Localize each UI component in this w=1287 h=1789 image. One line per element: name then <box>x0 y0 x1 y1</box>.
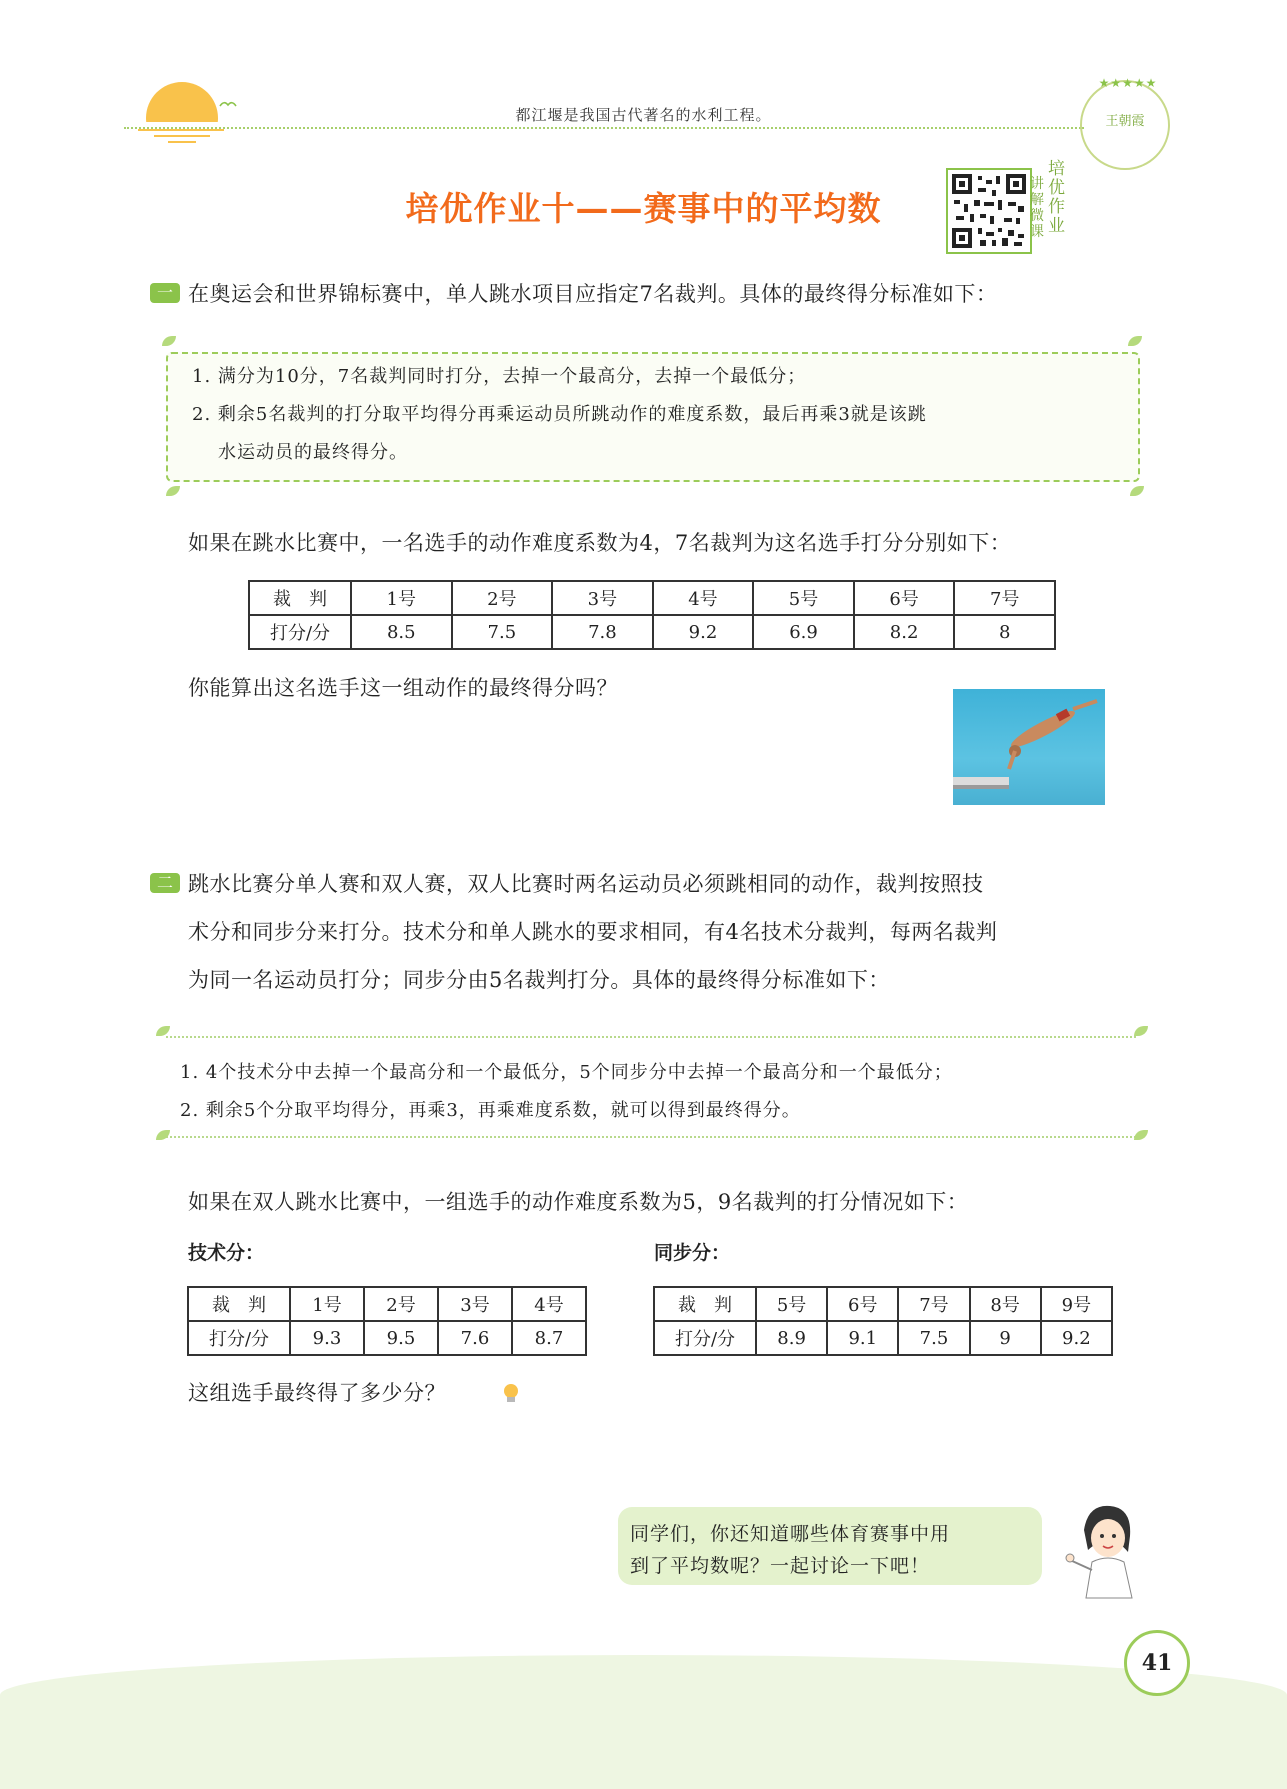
water-lines-decoration <box>124 126 244 146</box>
leaf-icon <box>156 1026 170 1036</box>
table-cell: 7号 <box>954 581 1055 615</box>
leaf-icon <box>1134 1130 1148 1140</box>
vine-border-bottom <box>166 1136 1136 1138</box>
rule-2: 2. 剩余5名裁判的打分取平均得分再乘运动员所跳动作的难度系数，最后再乘3就是该跳 <box>192 404 927 425</box>
section-badge-1: 一 <box>150 283 180 303</box>
table-cell: 7号 <box>898 1287 969 1321</box>
diver-photo <box>953 689 1105 805</box>
table-row <box>188 1321 586 1355</box>
table-row <box>188 1287 586 1321</box>
teacher-character-illustration <box>1062 1500 1148 1600</box>
table-cell: 裁 判 <box>188 1287 290 1321</box>
qr-code-icon[interactable] <box>946 168 1032 254</box>
table-cell: 9 <box>970 1321 1041 1355</box>
table-cell: 9.3 <box>290 1321 364 1355</box>
table-cell: 6.9 <box>753 615 854 649</box>
table-cell: 5号 <box>753 581 854 615</box>
table-cell: 9.1 <box>827 1321 898 1355</box>
table-cell: 8号 <box>970 1287 1041 1321</box>
table-cell: 8.7 <box>512 1321 586 1355</box>
table-cell: 3号 <box>552 581 653 615</box>
table-cell: 9号 <box>1041 1287 1112 1321</box>
leaf-icon <box>1128 336 1142 346</box>
publisher-logo-text: 王朝霞 <box>1105 114 1145 129</box>
table-cell: 7.8 <box>552 615 653 649</box>
tech-score-label: 技术分： <box>188 1242 265 1264</box>
section2-rule-2: 2. 剩余5个分取平均得分，再乘3，再乘难度系数，就可以得到最终得分。 <box>180 1100 801 1121</box>
leaf-icon <box>1130 486 1144 496</box>
table-cell: 打分/分 <box>249 615 351 649</box>
speech-bubble-line-2: 到了平均数呢？一起讨论一下吧！ <box>630 1555 931 1577</box>
table-cell: 9.5 <box>364 1321 438 1355</box>
table-cell: 7.5 <box>898 1321 969 1355</box>
table-cell: 4号 <box>512 1287 586 1321</box>
table-cell: 3号 <box>438 1287 512 1321</box>
section1-question: 你能算出这名选手这一组动作的最终得分吗？ <box>188 676 618 700</box>
table-cell: 裁 判 <box>654 1287 756 1321</box>
table-cell: 打分/分 <box>654 1321 756 1355</box>
table-row <box>249 581 1055 615</box>
table-cell: 8.2 <box>854 615 955 649</box>
table-cell: 1号 <box>351 581 452 615</box>
section2-intro-line-3: 为同一名运动员打分；同步分由5名裁判打分。具体的最终得分标准如下： <box>188 968 890 992</box>
section1-case: 如果在跳水比赛中，一名选手的动作难度系数为4，7名裁判为这名选手打分分别如下： <box>188 531 1012 555</box>
stars-icon: ★★★★★ <box>1098 76 1158 90</box>
leaf-icon <box>166 486 180 496</box>
page-number: 41 <box>1124 1630 1190 1696</box>
table-cell: 裁 判 <box>249 581 351 615</box>
table-cell: 4号 <box>653 581 754 615</box>
section2-intro-line-2: 术分和同步分来打分。技术分和单人跳水的要求相同，有4名技术分裁判，每两名裁判 <box>188 920 998 944</box>
section1-rules-box <box>166 352 1140 482</box>
section2-question: 这组选手最终得了多少分？ <box>188 1381 446 1405</box>
table-cell: 2号 <box>364 1287 438 1321</box>
table-cell: 1号 <box>290 1287 364 1321</box>
table-cell: 7.5 <box>452 615 553 649</box>
diver-figure <box>953 689 1105 805</box>
table-cell: 8.5 <box>351 615 452 649</box>
qr-caption-homework: 培优作业 <box>1048 159 1065 236</box>
section1-score-table <box>248 580 1056 650</box>
sync-score-table <box>653 1286 1113 1356</box>
table-row <box>654 1321 1112 1355</box>
section2-case: 如果在双人跳水比赛中，一组选手的动作难度系数为5，9名裁判的打分情况如下： <box>188 1190 969 1214</box>
table-row <box>654 1287 1112 1321</box>
table-cell: 9.2 <box>1041 1321 1112 1355</box>
section1-intro: 在奥运会和世界锦标赛中，单人跳水项目应指定7名裁判。具体的最终得分标准如下： <box>188 282 998 306</box>
table-cell: 打分/分 <box>188 1321 290 1355</box>
table-cell: 8.9 <box>756 1321 827 1355</box>
leaf-icon <box>1134 1026 1148 1036</box>
table-cell: 6号 <box>854 581 955 615</box>
table-cell: 2号 <box>452 581 553 615</box>
section2-rule-1: 1. 4个技术分中去掉一个最高分和一个最低分，5个同步分中去掉一个最高分和一个最低分； <box>180 1062 953 1083</box>
qr-caption-micro-lesson: 讲解微课 <box>1030 176 1044 240</box>
lightbulb-icon[interactable] <box>500 1382 522 1406</box>
leaf-icon <box>156 1130 170 1140</box>
leaf-icon <box>162 336 176 346</box>
sync-score-label: 同步分： <box>654 1242 731 1264</box>
qr-code-pattern <box>952 174 1026 248</box>
rule-2-continued: 水运动员的最终得分。 <box>218 442 408 463</box>
section-badge-2: 二 <box>150 873 180 893</box>
page-footer-decoration <box>0 1655 1287 1789</box>
rule-1: 1. 满分为10分，7名裁判同时打分，去掉一个最高分，去掉一个最低分； <box>192 366 807 387</box>
speech-bubble-line-1: 同学们，你还知道哪些体育赛事中用 <box>630 1523 951 1545</box>
table-cell: 7.6 <box>438 1321 512 1355</box>
page-title: 培优作业十——赛事中的平均数 <box>405 189 882 228</box>
table-cell: 6号 <box>827 1287 898 1321</box>
table-row <box>249 615 1055 649</box>
section2-intro-line-1: 跳水比赛分单人赛和双人赛，双人比赛时两名运动员必须跳相同的动作，裁判按照技 <box>188 872 984 896</box>
header-divider <box>124 127 1084 129</box>
vine-border-top <box>166 1036 1136 1038</box>
header-motto: 都江堰是我国古代著名的水利工程。 <box>515 106 772 124</box>
table-cell: 8 <box>954 615 1055 649</box>
table-cell: 5号 <box>756 1287 827 1321</box>
tech-score-table <box>187 1286 587 1356</box>
table-cell: 9.2 <box>653 615 754 649</box>
